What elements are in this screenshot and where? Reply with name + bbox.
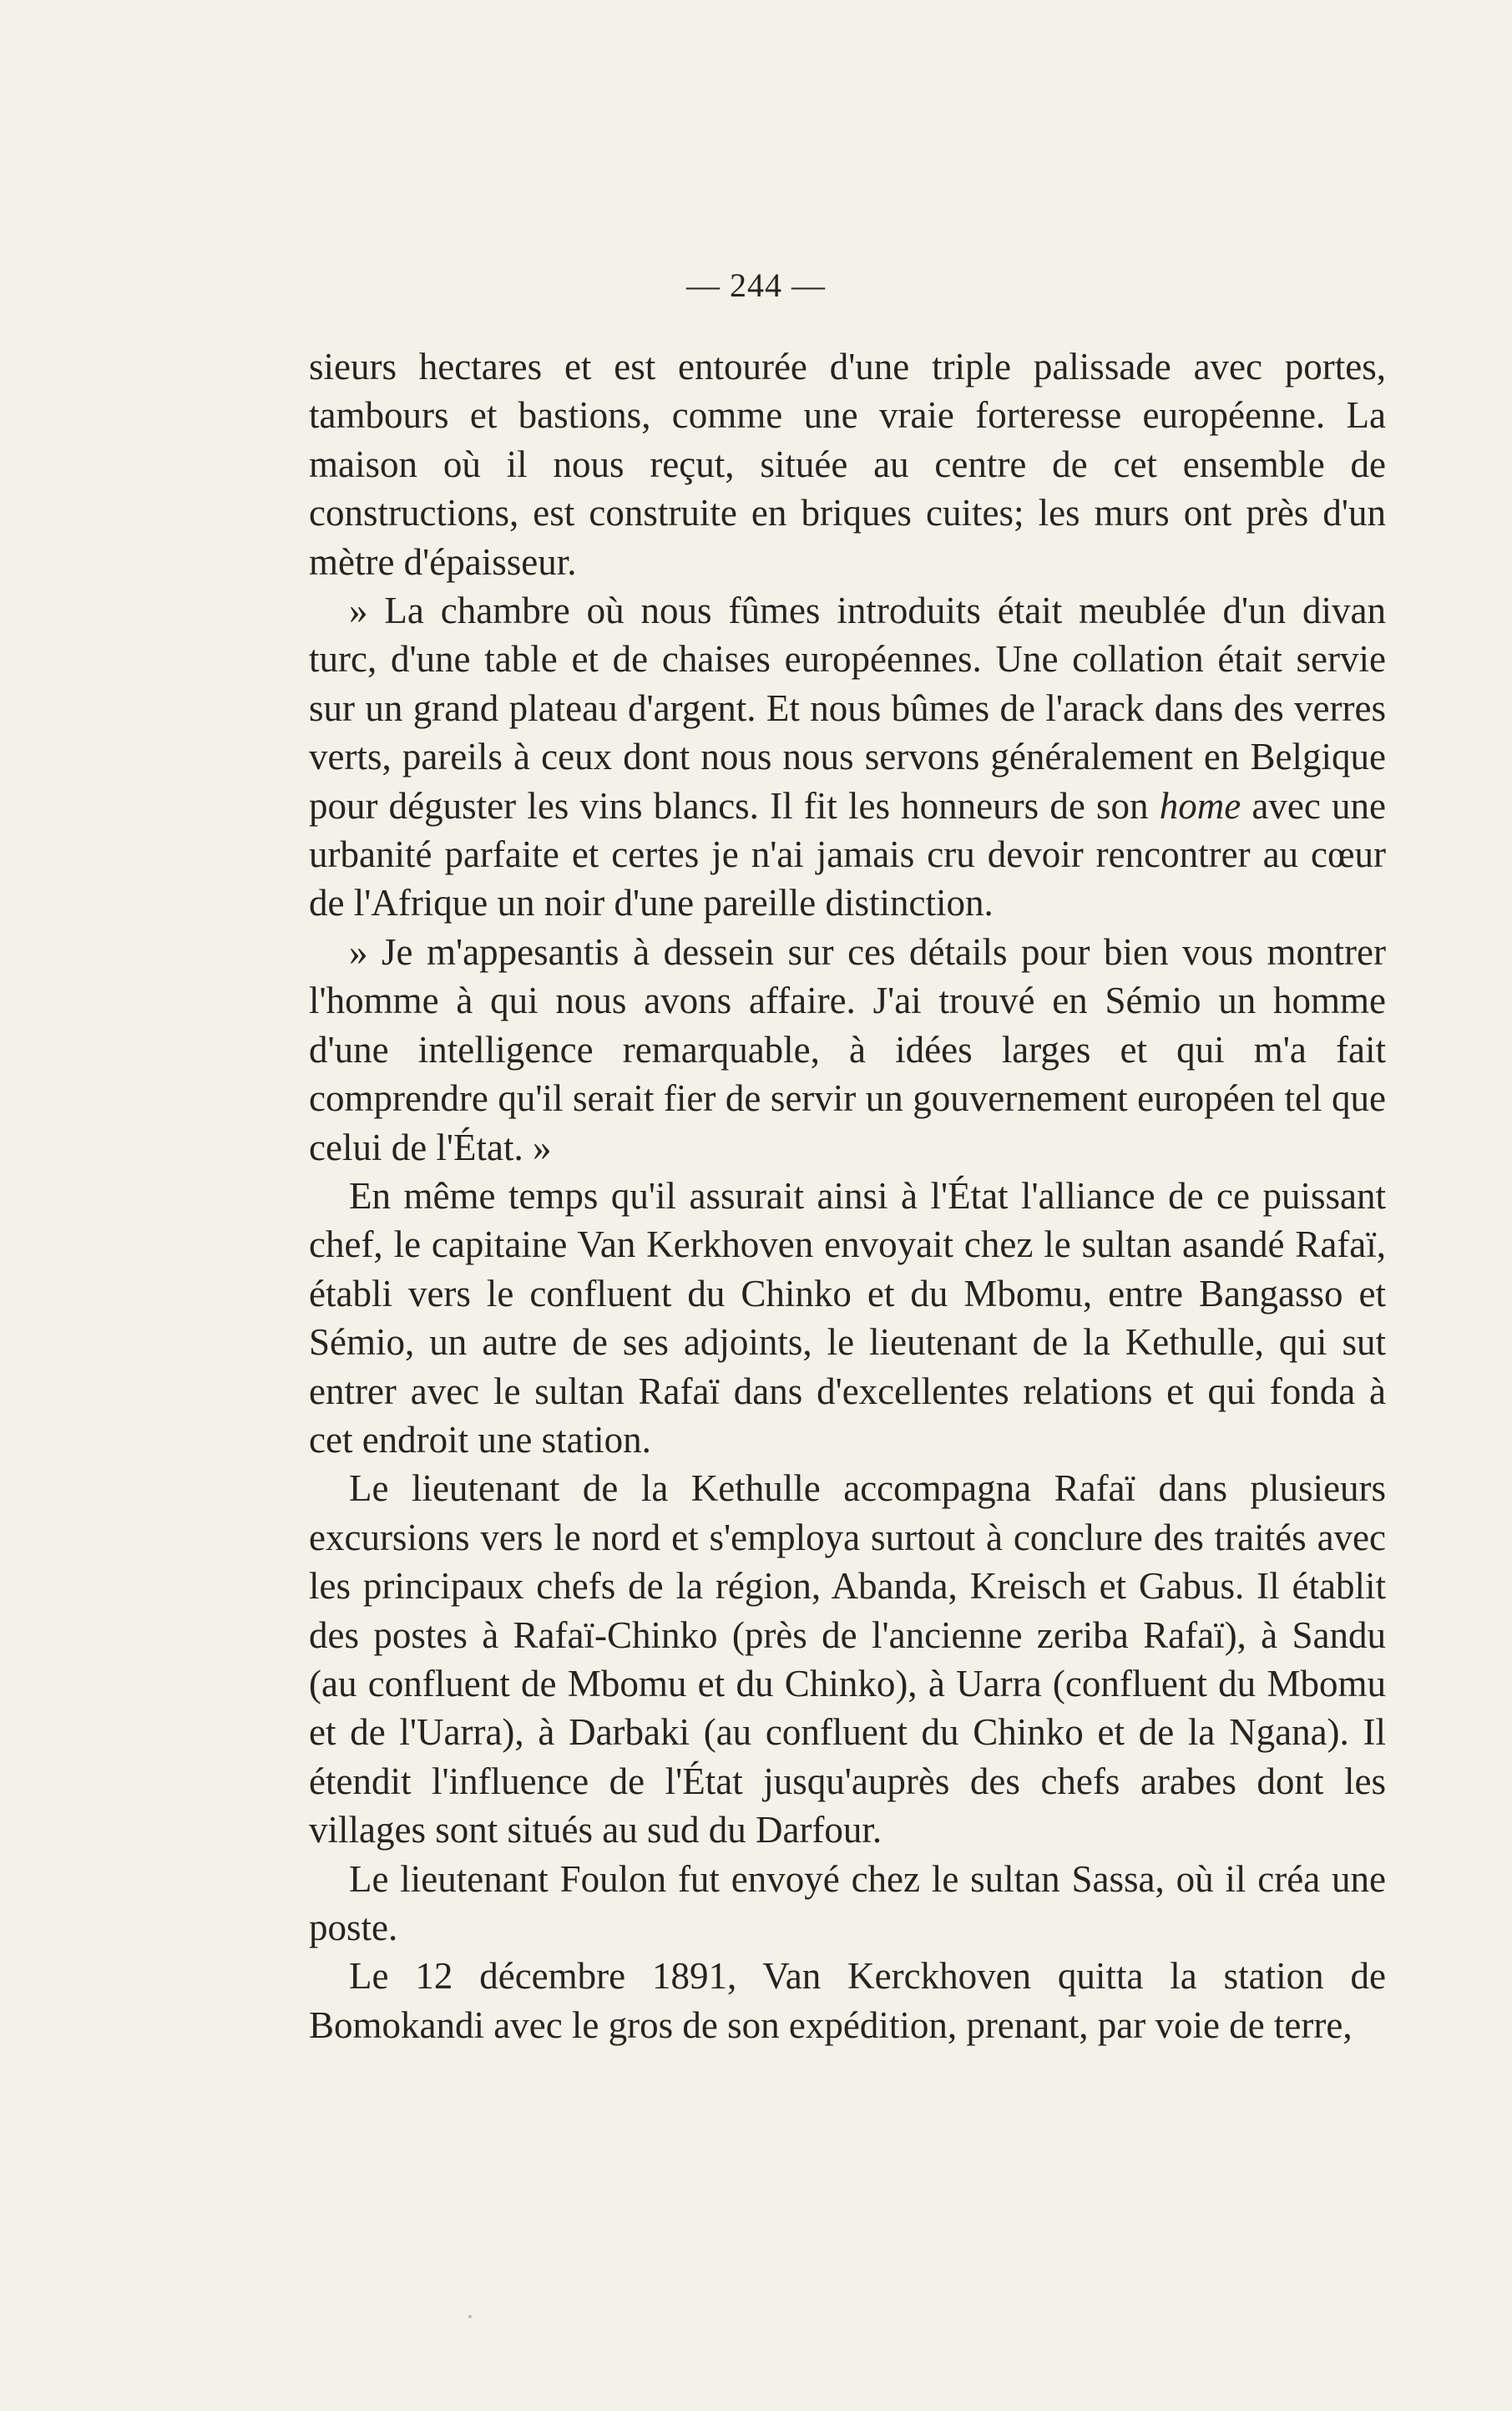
paragraph: » Je m'appesantis à dessein sur ces détails pour bien vous montrer l'homme à qui nous avons affaire. J'ai trouvé en Sémio un homme d'une intelligence remarquable, à idées larges et qui m'a fait comprendre qu'il serait fier de servir un gouvernement européen tel que celui de l'État. » (309, 930, 1386, 1168)
paragraph: sieurs hectares et est entourée d'une triple palissade avec portes, tambours et bastions, comme une vraie forteresse européenne. La maison où il nous reçut, située au centre de cet ensemble de constructions, est construite en briques cuites; les murs ont près d'un mètre d'épaisseur. (309, 346, 1386, 583)
italic-word: home (1159, 784, 1241, 827)
paragraph: Le lieutenant Foulon fut envoyé chez le sultan Sassa, où il créa une poste. (309, 1857, 1386, 1948)
paragraph (309, 586, 1386, 928)
paragraph-text: avec une urbanité parfaite et certes je n'ai jamais cru devoir rencontrer au cœur de l'Afrique un noir d'une pareille distinction. (309, 784, 1386, 924)
paragraph: En même temps qu'il assurait ainsi à l'État l'alliance de ce puissant chef, le capitaine Van Kerkhoven envoyait chez le sultan asandé Rafaï, établi vers le confluent du Chinko et du Mbomu, entre Bangasso et Sémio, un autre de ses adjoints, le lieutenant de la Kethulle, qui sut entrer avec le sultan Rafaï dans d'excellentes relations et qui fonda à cet endroit une station. (309, 1174, 1386, 1461)
paper-speck (468, 2315, 472, 2318)
paragraph: Le 12 décembre 1891, Van Kerckhoven quitta la station de Bomokandi avec le gros de son expédition, prenant, par voie de terre, (309, 1955, 1386, 2046)
paragraph-text: » La chambre où nous fûmes introduits était meublée d'un divan turc, d'une table et de chaises européennes. Une collation était servie sur un grand plateau d'argent. Et nous bûmes de l'arack dans des verres verts, pareils à ceux dont nous nous servons généralement en Belgique pour déguster les vins blancs. Il fit les honneurs de son (309, 590, 1386, 827)
body-text (309, 342, 1386, 2049)
page-number: — 244 — (686, 266, 826, 304)
paragraph: Le lieutenant de la Kethulle accompagna Rafaï dans plusieurs excursions vers le nord et s'employa surtout à conclure des traités avec les principaux chefs de la région, Abanda, Kreisch et Gabus. Il établit des postes à Rafaï-Chinko (près de l'ancienne zeriba Rafaï), à Sandu (au confluent de Mbomu et du Chinko), à Uarra (confluent du Mbomu et de l'Uarra), à Darbaki (au confluent du Chinko et de la Ngana). Il étendit l'influence de l'État jusqu'auprès des chefs arabes dont les villages sont situés au sud du Darfour. (309, 1467, 1386, 1851)
